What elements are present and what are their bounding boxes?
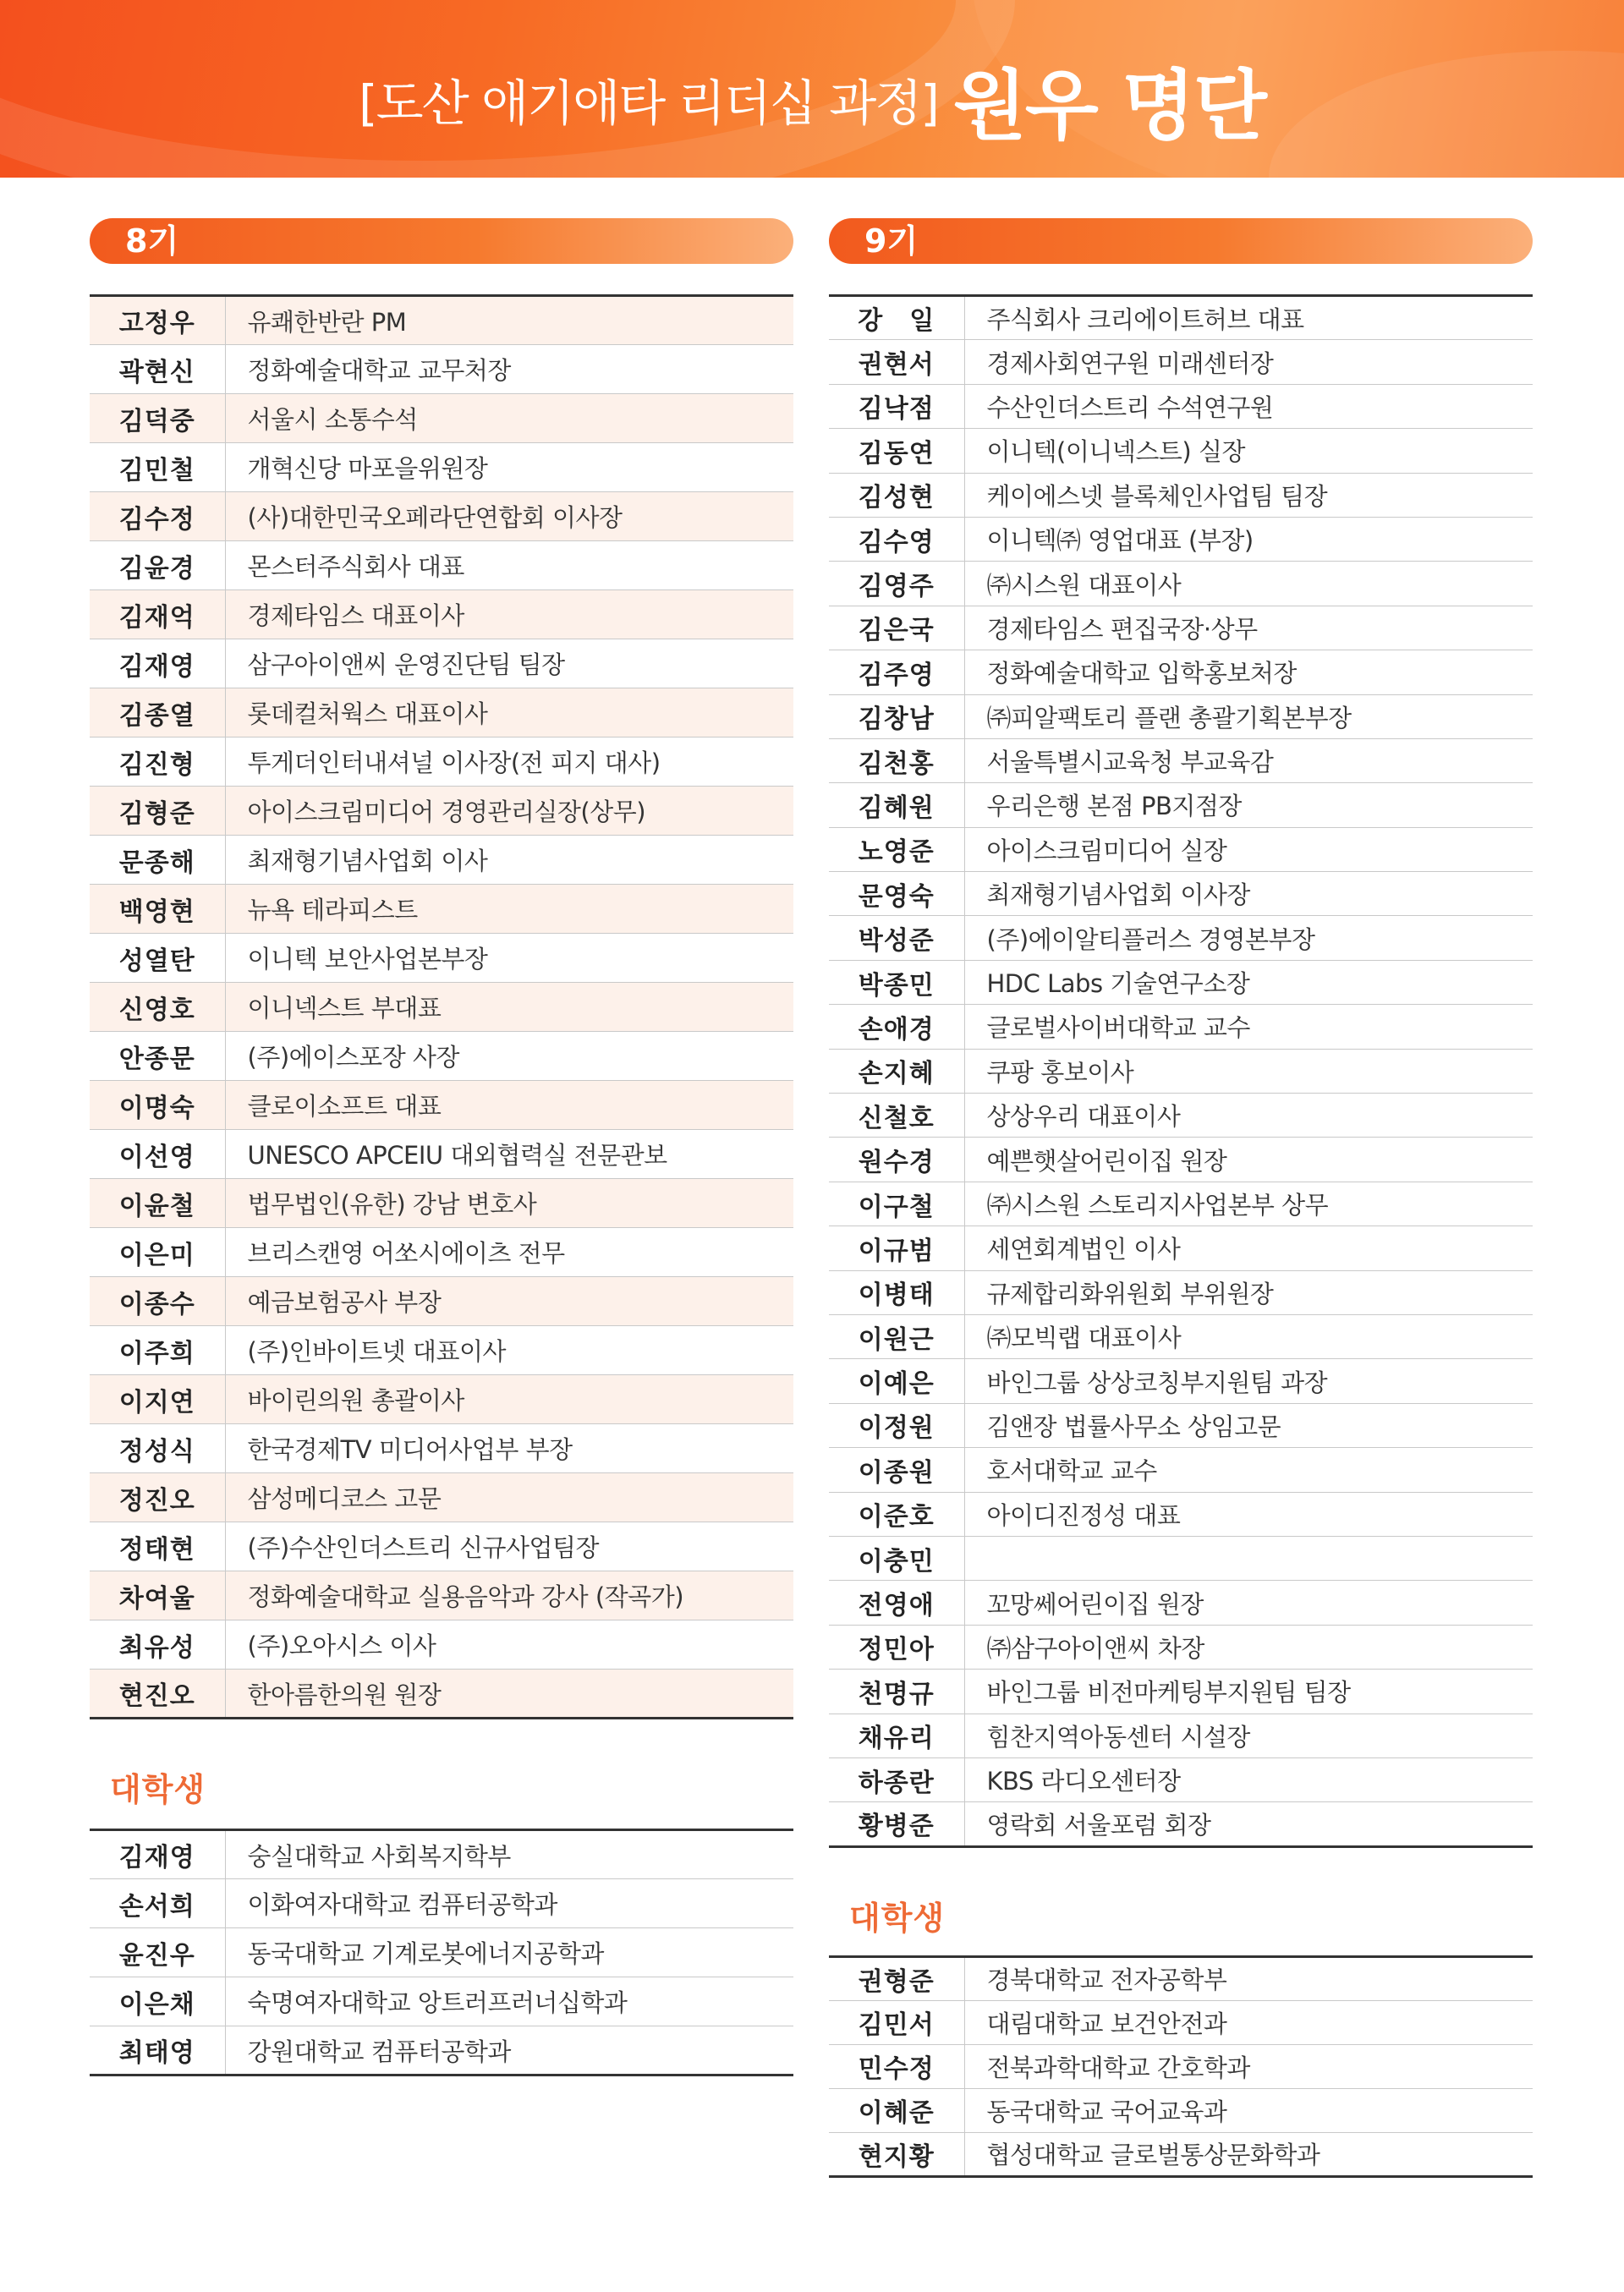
member-affiliation: 아이디진정성 대표 (964, 1492, 1533, 1536)
member-affiliation: 한국경제TV 미디어사업부 부장 (225, 1424, 793, 1473)
member-name: 안종문 (90, 1032, 225, 1081)
table-row (829, 1536, 1533, 1580)
member-name: 현지황 (829, 2132, 964, 2176)
member-name: 정성식 (90, 1424, 225, 1473)
member-name: 손애경 (829, 1005, 964, 1049)
cohort-9-label: 9기 (829, 218, 1533, 264)
member-name: 이구철 (829, 1182, 964, 1226)
table-row (90, 1228, 793, 1277)
member-affiliation: 유쾌한반란 PM (225, 296, 793, 345)
member-affiliation: 이니텍 보안사업본부장 (225, 934, 793, 983)
member-affiliation: (주)오아시스 이사 (225, 1620, 793, 1670)
member-name: 김종열 (90, 688, 225, 737)
member-affiliation: 김앤장 법률사무소 상임고문 (964, 1403, 1533, 1447)
cohort-9-column (829, 218, 1533, 2178)
member-name: 김천홍 (829, 738, 964, 782)
table-row (829, 1270, 1533, 1314)
member-name: 정진오 (90, 1473, 225, 1522)
member-affiliation: 협성대학교 글로벌통상문화학과 (986, 2141, 1320, 2170)
table-row (829, 916, 1533, 960)
member-name: 손지혜 (829, 1049, 964, 1093)
member-affiliation: 예금보험공사 부장 (225, 1277, 793, 1326)
cohort-8-students-label: 대학생 (110, 1771, 206, 1808)
member-name: 이병태 (829, 1270, 964, 1314)
member-affiliation: HDC Labs 기술연구소장 (964, 960, 1533, 1004)
member-name: 이지연 (90, 1375, 225, 1424)
table-row (829, 606, 1533, 650)
member-affiliation: 정화예술대학교 입학홍보처장 (964, 650, 1533, 694)
cohort-8-label: 8기 (90, 218, 793, 264)
member-name: 권형준 (829, 1956, 964, 2000)
member-affiliation: 개혁신당 마포을위원장 (225, 443, 793, 492)
member-affiliation: 숭실대학교 사회복지학부 (225, 1830, 793, 1879)
member-name: 정태현 (90, 1522, 225, 1571)
table-row (829, 1359, 1533, 1403)
member-name: 채유리 (829, 1714, 964, 1757)
table-row (829, 429, 1533, 473)
member-name: 김민서 (829, 2000, 964, 2044)
table-row (829, 694, 1533, 738)
member-affiliation: 경제사회연구원 미래센터장 (964, 340, 1533, 384)
table-row (90, 1277, 793, 1326)
member-affiliation: (주)에이스포장 사장 (225, 1032, 793, 1081)
table-row (829, 1094, 1533, 1138)
member-affiliation: 이화여자대학교 컴퓨터공학과 (225, 1879, 793, 1928)
member-affiliation: 투게더인터내셔널 이사장(전 피지 대사) (225, 737, 793, 787)
member-affiliation: 상상우리 대표이사 (964, 1094, 1533, 1138)
table-row (90, 2026, 793, 2075)
table-row (829, 1956, 1533, 2000)
member-name: 전영애 (829, 1581, 964, 1625)
member-name: 이선영 (90, 1130, 225, 1179)
member-affiliation: 클로이소프트 대표 (225, 1081, 793, 1130)
member-affiliation (964, 1536, 1533, 1580)
cohort-9-table (829, 294, 1533, 1848)
member-affiliation: 롯데컬처웍스 대표이사 (225, 688, 793, 737)
member-name: 이종수 (90, 1277, 225, 1326)
member-affiliation: 이니텍(이니넥스트) 실장 (964, 429, 1533, 473)
table-row (90, 1879, 793, 1928)
table-row (829, 473, 1533, 517)
member-name: 곽현신 (90, 345, 225, 394)
member-name: 김형준 (90, 787, 225, 836)
member-name: 신철호 (829, 1094, 964, 1138)
table-row (829, 738, 1533, 782)
member-affiliation: 영락회 서울포럼 회장 (986, 1810, 1211, 1840)
member-affiliation: 동국대학교 기계로봇에너지공학과 (225, 1928, 793, 1977)
table-row (90, 492, 793, 541)
member-affiliation: ㈜시스원 스토리지사업본부 상무 (964, 1182, 1533, 1226)
member-affiliation: 아이스크림미디어 경영관리실장(상무) (225, 787, 793, 836)
member-affiliation: KBS 라디오센터장 (964, 1757, 1533, 1801)
member-affiliation: 한아름한의원 원장 (225, 1670, 793, 1719)
member-affiliation: 예쁜햇살어린이집 원장 (964, 1138, 1533, 1182)
member-affiliation: 호서대학교 교수 (964, 1448, 1533, 1492)
table-row (829, 2000, 1533, 2044)
member-affiliation: 경북대학교 전자공학부 (964, 1956, 1533, 2000)
member-affiliation: (주)에이알티플러스 경영본부장 (964, 916, 1533, 960)
member-affiliation: 힘찬지역아동센터 시설장 (964, 1714, 1533, 1757)
member-affiliation: 법무법인(유한) 강남 변호사 (225, 1179, 793, 1228)
table-row (829, 827, 1533, 871)
member-affiliation: 바이린의원 총괄이사 (225, 1375, 793, 1424)
table-row (829, 1005, 1533, 1049)
member-affiliation: 이니넥스트 부대표 (225, 983, 793, 1032)
member-name: 김주영 (829, 650, 964, 694)
table-row (90, 1326, 793, 1375)
table-row (829, 1226, 1533, 1270)
table-row (829, 2088, 1533, 2132)
member-name: 김재억 (90, 590, 225, 639)
table-row (90, 1179, 793, 1228)
member-affiliation: 우리은행 본점 PB지점장 (964, 783, 1533, 827)
member-name: 현진오 (90, 1670, 225, 1719)
table-row (829, 1049, 1533, 1093)
table-row (90, 1130, 793, 1179)
member-name: 차여울 (90, 1571, 225, 1620)
page-title (0, 44, 1624, 154)
member-name: 신영호 (90, 983, 225, 1032)
cohort-9-students-label: 대학생 (849, 1899, 946, 1937)
table-row (829, 1403, 1533, 1447)
member-affiliation: (사)대한민국오페라단연합회 이사장 (225, 492, 793, 541)
member-affiliation: ㈜모빅랩 대표이사 (964, 1314, 1533, 1358)
page-subtitle: [도산 애기애타 리더십 과정] (359, 74, 938, 132)
member-name: 원수경 (829, 1138, 964, 1182)
member-affiliation: 삼구아이앤씨 운영진단팀 팀장 (225, 639, 793, 688)
table-row (90, 541, 793, 590)
table-row (90, 1375, 793, 1424)
member-name: 김성현 (829, 473, 964, 517)
member-name: 윤진우 (90, 1928, 225, 1977)
member-name: 이예은 (829, 1359, 964, 1403)
table-row (90, 934, 793, 983)
member-affiliation: 동국대학교 국어교육과 (964, 2088, 1533, 2132)
member-name: 박성준 (829, 916, 964, 960)
table-row (90, 983, 793, 1032)
member-affiliation: ㈜삼구아이앤씨 차장 (964, 1625, 1533, 1669)
member-name: 문종해 (90, 836, 225, 885)
member-affiliation: 숙명여자대학교 앙트러프러너십학과 (225, 1977, 793, 2026)
table-row (90, 345, 793, 394)
member-name: 김수영 (829, 517, 964, 561)
table-row (90, 1830, 793, 1879)
member-name: 손서희 (90, 1879, 225, 1928)
table-row (829, 340, 1533, 384)
table-row (829, 1670, 1533, 1714)
member-affiliation: 꼬망쎄어린이집 원장 (964, 1581, 1533, 1625)
member-name: 이준호 (829, 1492, 964, 1536)
member-affiliation: 정화예술대학교 실용음악과 강사 (작곡가) (225, 1571, 793, 1620)
member-name: 김재영 (90, 1830, 225, 1879)
member-affiliation: 수산인더스트리 수석연구원 (964, 384, 1533, 428)
member-name: 이종원 (829, 1448, 964, 1492)
table-row (90, 590, 793, 639)
member-name: 천명규 (829, 1670, 964, 1714)
table-row (829, 1625, 1533, 1669)
table-row (829, 296, 1533, 340)
table-row (90, 737, 793, 787)
table-row (829, 872, 1533, 916)
member-affiliation: 서울특별시교육청 부교육감 (964, 738, 1533, 782)
cohort-8-students-table (90, 1829, 793, 2076)
member-name: 김수정 (90, 492, 225, 541)
table-row (90, 296, 793, 345)
member-name: 이규범 (829, 1226, 964, 1270)
member-name: 김동연 (829, 429, 964, 473)
member-affiliation: 뉴욕 테라피스트 (225, 885, 793, 934)
table-row (90, 1670, 793, 1719)
member-affiliation: 몬스터주식회사 대표 (225, 541, 793, 590)
member-affiliation: (주)수산인더스트리 신규사업팀장 (225, 1522, 793, 1571)
table-row (829, 1802, 1533, 1846)
table-row (90, 443, 793, 492)
member-name: 노영준 (829, 827, 964, 871)
member-name: 김진형 (90, 737, 225, 787)
member-name: 정민아 (829, 1625, 964, 1669)
table-row (829, 1314, 1533, 1358)
member-affiliation: 대림대학교 보건안전과 (964, 2000, 1533, 2044)
table-row (829, 2044, 1533, 2088)
table-row (90, 836, 793, 885)
member-name: 김덕중 (90, 394, 225, 443)
table-row (829, 960, 1533, 1004)
table-row (829, 1138, 1533, 1182)
member-name: 이주희 (90, 1326, 225, 1375)
table-row (829, 783, 1533, 827)
member-name: 김창남 (829, 694, 964, 738)
member-name: 백영현 (90, 885, 225, 934)
member-affiliation: 아이스크림미디어 실장 (964, 827, 1533, 871)
member-affiliation: 브리스캔영 어쏘시에이츠 전무 (225, 1228, 793, 1277)
member-affiliation: 최재형기념사업회 이사 (225, 836, 793, 885)
table-row (90, 787, 793, 836)
member-name: 이충민 (829, 1536, 964, 1580)
member-name: 문영숙 (829, 872, 964, 916)
cohort-9-students-table (829, 1955, 1533, 2178)
table-row (829, 1492, 1533, 1536)
member-name: 이정원 (829, 1403, 964, 1447)
member-name: 이은미 (90, 1228, 225, 1277)
table-row (90, 1571, 793, 1620)
table-row (90, 688, 793, 737)
cohort-8-column (90, 218, 793, 2076)
member-name: 김민철 (90, 443, 225, 492)
table-row (90, 1977, 793, 2026)
member-affiliation: UNESCO APCEIU 대외협력실 전문관보 (225, 1130, 793, 1179)
member-name: 이은채 (90, 1977, 225, 2026)
member-name: 민수정 (829, 2044, 964, 2088)
member-name: 황병준 (829, 1802, 964, 1846)
table-row (829, 650, 1533, 694)
table-row (90, 1081, 793, 1130)
member-name: 최유성 (90, 1620, 225, 1670)
page-header (0, 0, 1624, 178)
table-row (829, 1182, 1533, 1226)
table-row (90, 885, 793, 934)
member-affiliation: ㈜시스원 대표이사 (964, 562, 1533, 606)
member-name: 성열탄 (90, 934, 225, 983)
table-row (90, 1620, 793, 1670)
member-name: 김윤경 (90, 541, 225, 590)
table-row (829, 1714, 1533, 1757)
member-affiliation: 이니텍㈜ 영업대표 (부장) (964, 517, 1533, 561)
member-affiliation: ㈜피알팩토리 플랜 총괄기획본부장 (964, 694, 1533, 738)
member-name: 이명숙 (90, 1081, 225, 1130)
member-affiliation: 서울시 소통수석 (225, 394, 793, 443)
table-row (90, 1032, 793, 1081)
member-name: 이혜준 (829, 2088, 964, 2132)
member-affiliation: 쿠팡 홍보이사 (964, 1049, 1533, 1093)
member-name: 박종민 (829, 960, 964, 1004)
member-affiliation: 주식회사 크리에이트허브 대표 (964, 296, 1533, 340)
member-affiliation: (주)인바이트넷 대표이사 (225, 1326, 793, 1375)
table-row (829, 2132, 1533, 2176)
table-row (829, 517, 1533, 561)
member-affiliation: 정화예술대학교 교무처장 (225, 345, 793, 394)
member-affiliation: 최재형기념사업회 이사장 (964, 872, 1533, 916)
table-row (90, 1928, 793, 1977)
table-row (90, 394, 793, 443)
member-name: 하종란 (829, 1757, 964, 1801)
member-affiliation: 규제합리화위원회 부위원장 (964, 1270, 1533, 1314)
member-affiliation: 세연회계법인 이사 (964, 1226, 1533, 1270)
table-row (829, 1581, 1533, 1625)
member-affiliation: 글로벌사이버대학교 교수 (964, 1005, 1533, 1049)
member-name: 김재영 (90, 639, 225, 688)
table-row (90, 1473, 793, 1522)
cohort-8-table (90, 294, 793, 1719)
page-title-text: 원우 명단 (952, 62, 1265, 151)
member-affiliation: 전북과학대학교 간호학과 (964, 2044, 1533, 2088)
member-affiliation: 경제타임스 대표이사 (225, 590, 793, 639)
table-row (90, 1424, 793, 1473)
member-name: 김혜원 (829, 783, 964, 827)
member-affiliation: 케이에스넷 블록체인사업팀 팀장 (964, 473, 1533, 517)
member-affiliation: 바인그룹 비전마케팅부지원팀 팀장 (964, 1670, 1533, 1714)
member-affiliation: 삼성메디코스 고문 (225, 1473, 793, 1522)
member-name: 이원근 (829, 1314, 964, 1358)
table-row (829, 562, 1533, 606)
member-affiliation: 바인그룹 상상코칭부지원팀 과장 (964, 1359, 1533, 1403)
member-affiliation: 강원대학교 컴퓨터공학과 (247, 2037, 511, 2066)
table-row (829, 384, 1533, 428)
table-row (829, 1757, 1533, 1801)
member-name: 이윤철 (90, 1179, 225, 1228)
member-name: 김영주 (829, 562, 964, 606)
member-name: 김은국 (829, 606, 964, 650)
table-row (829, 1448, 1533, 1492)
table-row (90, 639, 793, 688)
table-row (90, 1522, 793, 1571)
member-name: 강 일 (829, 296, 964, 340)
member-name: 고정우 (90, 296, 225, 345)
member-name: 최태영 (90, 2026, 225, 2075)
member-name: 권현서 (829, 340, 964, 384)
member-affiliation: 경제타임스 편집국장·상무 (964, 606, 1533, 650)
member-name: 김낙점 (829, 384, 964, 428)
